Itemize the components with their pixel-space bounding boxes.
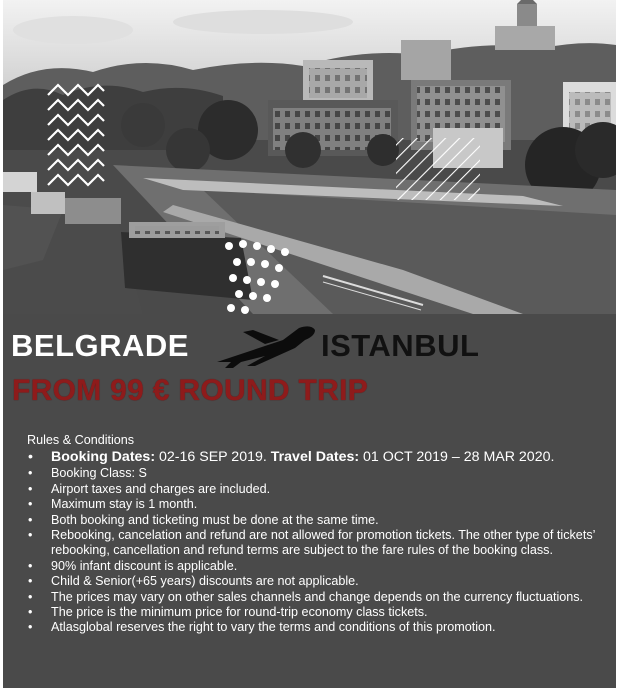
headline-row	[3, 322, 616, 372]
list-item: • Maximum stay is 1 month.	[27, 497, 607, 512]
list-item: • Both booking and ticketing must be done at the same time.	[27, 513, 607, 528]
booking-dates-value: 02-16 SEP 2019.	[155, 449, 271, 466]
rules-section	[27, 433, 607, 636]
list-item: • Rebooking, cancelation and refund are not allowed for promotion tickets. The other type of tickets’ rebooking, cancellation and refund terms are subject to the fare rules of the booking class.	[27, 528, 607, 559]
list-item: • The price is the minimum price for round-trip economy class tickets.	[27, 605, 607, 620]
destination-city: ISTANBUL	[321, 328, 480, 363]
list-item: • Atlasglobal reserves the right to vary the terms and conditions of this promotion.	[27, 620, 607, 635]
belgrade-cityscape-photo	[3, 0, 616, 314]
travel-dates-label: Travel Dates:	[270, 449, 360, 466]
booking-dates-label: Booking Dates:	[51, 449, 156, 466]
travel-dates-value: 01 OCT 2019 – 28 MAR 2020.	[359, 449, 555, 466]
promo-poster	[3, 0, 616, 688]
price-headline: FROM 99 € ROUND TRIP	[12, 374, 369, 407]
list-item: • Airport taxes and charges are included.	[27, 482, 607, 497]
origin-city: BELGRADE	[11, 328, 189, 363]
list-item: • The prices may vary on other sales channels and change depends on the currency fluctuations.	[27, 590, 607, 605]
list-item: • Child & Senior(+65 years) discounts are not applicable.	[27, 574, 607, 589]
rules-title: Rules & Conditions	[27, 433, 135, 447]
list-item: • Booking Class: S	[27, 466, 607, 481]
list-item	[27, 449, 607, 466]
rules-list	[27, 449, 607, 635]
airplane-icon	[213, 322, 319, 370]
list-item: • 90% infant discount is applicable.	[27, 559, 607, 574]
